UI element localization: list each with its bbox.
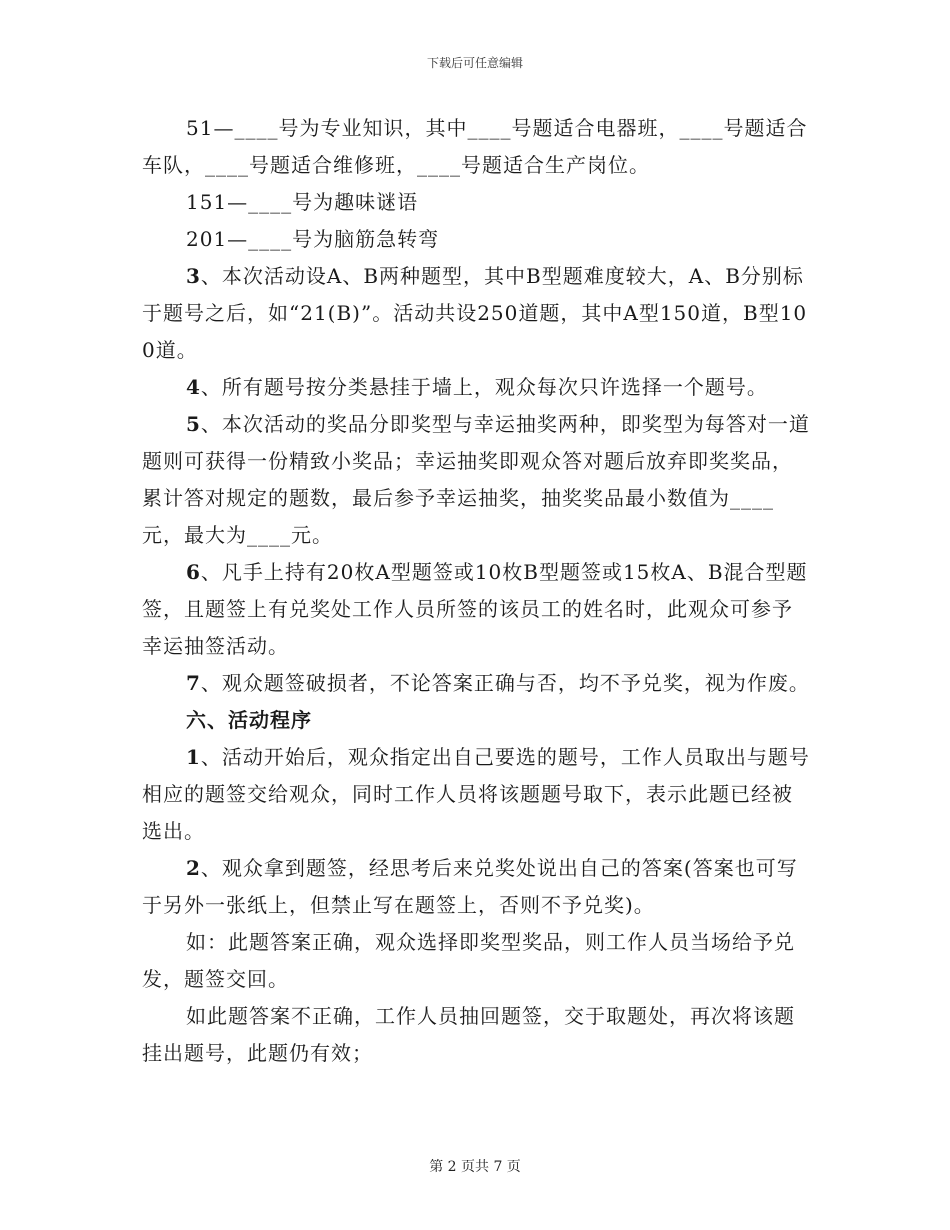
paragraph-10: 2、观众拿到题签，经思考后来兑奖处说出自己的答案(答案也可写于另外一张纸上，但禁止写在题签上，否则不予兑奖)。 xyxy=(142,856,798,917)
paragraph-1: 51—____号为专业知识，其中____号题适合电器班，____号题适合车队，____号题适合维修班，____号题适合生产岗位。 xyxy=(142,116,808,177)
document-body xyxy=(142,110,810,1072)
paragraph-9: 1、活动开始后，观众指定出自己要选的题号，工作人员取出与题号相应的题签交给观众，同时工作人员将该题题号取下，表示此题已经被选出。 xyxy=(142,745,810,843)
page-header: 下载后可任意编辑 xyxy=(426,56,523,70)
paragraph-5: 4、所有题号按分类悬挂于墙上，观众每次只许选择一个题号。 xyxy=(186,375,768,399)
page-footer: 第 2 页共 7 页 xyxy=(429,1159,521,1175)
paragraph-7: 6、凡手上持有20枚A型题签或10枚B型题签或15枚A、B混合型题签，且题签上有兑奖处工作人员所签的该员工的姓名时，此观众可参予幸运抽签活动。 xyxy=(142,560,808,658)
paragraph-11: 如：此题答案正确，观众选择即奖型奖品，则工作人员当场给予兑发，题签交回。 xyxy=(142,930,795,991)
paragraph-4: 3、本次活动设A、B两种题型，其中B型题难度较大，A、B分别标于题号之后，如“21(B)”。活动共设250道题，其中A型150道，B型100道。 xyxy=(142,264,808,362)
section-heading: 六、活动程序 xyxy=(186,708,312,732)
paragraph-6: 5、本次活动的奖品分即奖型与幸运抽奖两种，即奖型为每答对一道题则可获得一份精致小奖品；幸运抽奖即观众答对题后放弃即奖奖品，累计答对规定的题数，最后参予幸运抽奖，抽奖奖品最小数值为____元，最大为____元。 xyxy=(142,412,810,547)
paragraph-2: 151—____号为趣味谜语 xyxy=(186,190,419,214)
paragraph-12: 如此题答案不正确，工作人员抽回题签，交于取题处，再次将该题挂出题号，此题仍有效； xyxy=(142,1004,795,1065)
paragraph-3: 201—____号为脑筋急转弯 xyxy=(186,227,440,251)
paragraph-8: 7、观众题签破损者，不论答案正确与否，均不予兑奖，视为作废。 xyxy=(186,671,810,695)
